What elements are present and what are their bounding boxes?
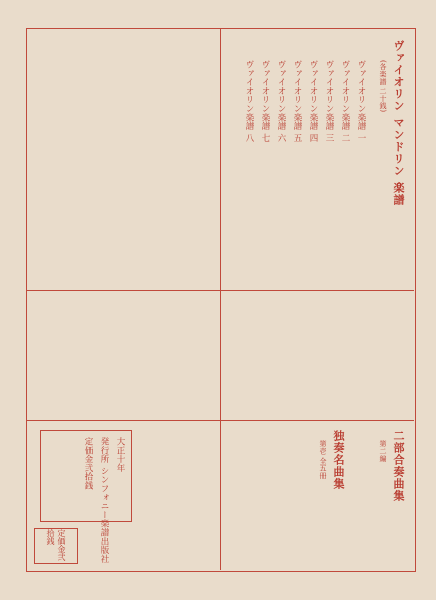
section-1-title: ヴァイオリン マンドリン 楽譜	[392, 40, 405, 206]
vertical-divider-1	[220, 28, 221, 570]
catalog-line: ヴァイオリン楽譜 七	[260, 60, 270, 143]
catalog-line: ヴァイオリン楽譜 六	[276, 60, 286, 143]
catalog-line: ヴァイオリン楽譜 二	[340, 60, 350, 143]
publisher-line-3: 定価金弐拾銭	[83, 437, 93, 490]
section-1-subtitle: (各楽譜 二十銭)	[379, 60, 387, 113]
publisher-line-1: 大正十年	[115, 437, 125, 473]
section-2-subtitle: 第二編	[379, 440, 387, 462]
catalog-line: ヴァイオリン楽譜 四	[308, 60, 318, 143]
section-3-subtitle: 第壱 全五冊	[319, 440, 327, 480]
catalog-line: ヴァイオリン楽譜 五	[292, 60, 302, 143]
publisher-box	[40, 430, 132, 564]
catalog-line: ヴァイオリン楽譜 八	[244, 60, 254, 143]
section-3-title: 独奏名曲集	[332, 430, 345, 490]
section-2-title: 二部合奏曲集	[392, 430, 405, 502]
price-stamp: 定価金弐拾銭	[34, 528, 78, 564]
catalog-line: ヴァイオリン楽譜 一	[356, 60, 366, 143]
publisher-line-2: 発行所 シンフォニー楽譜出版社	[99, 437, 109, 564]
catalog-line: ヴァイオリン楽譜 三	[324, 60, 334, 143]
